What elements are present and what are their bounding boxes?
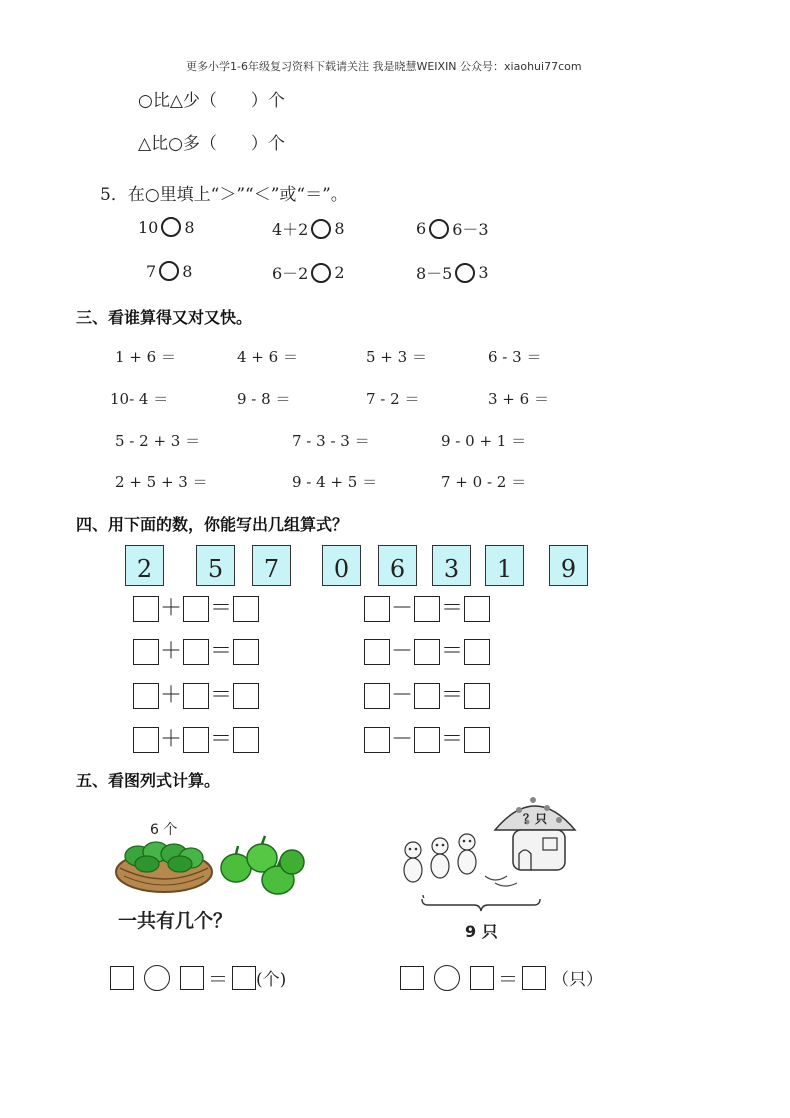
pepper-question: 一共有几个？ xyxy=(118,910,233,932)
addition-equation xyxy=(133,639,259,665)
equals-sign: ＝ xyxy=(498,967,518,991)
compare-right: 8 xyxy=(182,261,193,281)
header-note: 更多小学1-6年级复习资料下载请关注 我是晓慧WEIXIN 公众号：xiaohui77com xyxy=(186,60,582,73)
compare-right: 8 xyxy=(334,219,345,238)
answer-circle[interactable] xyxy=(159,261,179,281)
calc-item: 5 - 2 + 3 ＝ xyxy=(115,432,201,450)
answer-box[interactable] xyxy=(414,596,440,622)
answer-box[interactable] xyxy=(364,596,390,622)
number-card: 0 xyxy=(322,545,361,586)
answer-box[interactable] xyxy=(232,966,256,990)
subtraction-equation xyxy=(364,596,490,622)
compare-item xyxy=(272,217,345,240)
answer-box[interactable] xyxy=(183,596,209,622)
answer-circle[interactable] xyxy=(161,217,181,237)
calc-item: 9 - 4 + 5 ＝ xyxy=(292,473,378,491)
right-answer-equation xyxy=(400,963,603,992)
addition-equation xyxy=(133,683,259,709)
number-card: 1 xyxy=(485,545,524,586)
calc-item: 6 - 3 ＝ xyxy=(488,348,542,366)
plus-sign: ＋ xyxy=(159,683,182,708)
subtraction-equation xyxy=(364,683,490,709)
calc-item: 7 - 3 - 3 ＝ xyxy=(292,432,370,450)
minus-sign: － xyxy=(390,683,413,708)
compare-left: 6 xyxy=(416,219,427,238)
minus-sign: － xyxy=(390,727,413,752)
subtraction-equation xyxy=(364,639,490,665)
pepper-basket-illustration xyxy=(112,832,307,897)
calc-item: 5 + 3 ＝ xyxy=(366,348,427,366)
answer-box[interactable] xyxy=(464,596,490,622)
number-card: 2 xyxy=(125,545,164,586)
answer-box[interactable] xyxy=(233,727,259,753)
answer-circle[interactable] xyxy=(455,263,475,283)
answer-box[interactable] xyxy=(414,639,440,665)
answer-circle[interactable] xyxy=(311,219,331,239)
plus-sign: ＋ xyxy=(159,596,182,621)
compare-right: 2 xyxy=(334,263,345,282)
compare-item xyxy=(272,261,345,284)
equals-sign: ＝ xyxy=(208,967,228,991)
plus-sign: ＋ xyxy=(159,639,182,664)
number-card: 6 xyxy=(378,545,417,586)
section-5-title: 五、看图列式计算。 xyxy=(76,771,221,790)
calc-item: 9 - 0 + 1 ＝ xyxy=(441,432,527,450)
compare-left: 8－5 xyxy=(416,264,453,283)
compare-right: 3 xyxy=(478,263,489,282)
compare-right: 8 xyxy=(184,217,195,237)
compare-left: 10 xyxy=(138,217,159,237)
answer-box[interactable] xyxy=(133,683,159,709)
compare-item xyxy=(146,261,192,281)
minus-sign: － xyxy=(390,596,413,621)
addition-equation xyxy=(133,596,259,622)
plus-sign: ＋ xyxy=(159,727,182,752)
addition-equation xyxy=(133,727,259,753)
mushroom-sign-label: ？只 xyxy=(523,812,548,826)
answer-box[interactable] xyxy=(522,966,546,990)
equals-sign: ＝ xyxy=(209,727,232,752)
calc-item: 2 + 5 + 3 ＝ xyxy=(115,473,208,491)
compare-line-2: △比○多（ ）个 xyxy=(138,134,285,154)
answer-box[interactable] xyxy=(233,639,259,665)
answer-box[interactable] xyxy=(364,639,390,665)
compare-item xyxy=(416,217,489,240)
answer-box[interactable] xyxy=(133,639,159,665)
calc-item: 7 - 2 ＝ xyxy=(366,390,420,408)
compare-left: 7 xyxy=(146,261,157,281)
answer-circle[interactable] xyxy=(311,263,331,283)
equals-sign: ＝ xyxy=(209,639,232,664)
unit-label: (个) xyxy=(256,970,287,990)
compare-item xyxy=(138,217,195,237)
pepper-count-label: 6 个 xyxy=(150,822,178,838)
section-3-title: 三、看谁算得又对又快。 xyxy=(76,308,253,327)
total-brace xyxy=(420,897,542,913)
calc-item: 7 + 0 - 2 ＝ xyxy=(441,473,527,491)
animal-total-label: 9 只 xyxy=(465,922,498,941)
unit-label: （只） xyxy=(552,970,603,990)
answer-box[interactable] xyxy=(464,683,490,709)
equals-sign: ＝ xyxy=(209,596,232,621)
minus-sign: － xyxy=(390,639,413,664)
number-card: 5 xyxy=(196,545,235,586)
calc-item: 9 - 8 ＝ xyxy=(237,390,291,408)
compare-right: 6－3 xyxy=(452,220,489,239)
number-card: 3 xyxy=(432,545,471,586)
calc-item: 10- 4 ＝ xyxy=(110,390,169,408)
equals-sign: ＝ xyxy=(209,683,232,708)
answer-circle[interactable] xyxy=(429,219,449,239)
answer-box[interactable] xyxy=(180,966,204,990)
answer-box[interactable] xyxy=(464,639,490,665)
equals-sign: ＝ xyxy=(440,727,463,752)
answer-box[interactable] xyxy=(414,683,440,709)
compare-left: 6－2 xyxy=(272,264,309,283)
mushroom-house-illustration xyxy=(395,780,580,898)
answer-box[interactable] xyxy=(183,639,209,665)
answer-box[interactable] xyxy=(364,727,390,753)
equals-sign: ＝ xyxy=(440,683,463,708)
answer-box[interactable] xyxy=(233,683,259,709)
answer-box[interactable] xyxy=(414,727,440,753)
answer-box[interactable] xyxy=(364,683,390,709)
compare-left: 4＋2 xyxy=(272,220,309,239)
answer-box[interactable] xyxy=(183,683,209,709)
answer-box[interactable] xyxy=(133,596,159,622)
answer-box[interactable] xyxy=(233,596,259,622)
subtraction-equation xyxy=(364,727,490,753)
compare-line-1: ○比△少（ ）个 xyxy=(138,91,285,111)
number-card: 7 xyxy=(252,545,291,586)
left-answer-equation xyxy=(110,963,286,992)
calc-item: 4 + 6 ＝ xyxy=(237,348,298,366)
answer-box[interactable] xyxy=(470,966,494,990)
operator-circle[interactable] xyxy=(144,965,170,991)
operator-circle[interactable] xyxy=(434,965,460,991)
answer-box[interactable] xyxy=(110,966,134,990)
calc-item: 1 + 6 ＝ xyxy=(115,348,176,366)
equals-sign: ＝ xyxy=(440,596,463,621)
answer-box[interactable] xyxy=(464,727,490,753)
answer-box[interactable] xyxy=(400,966,424,990)
compare-item xyxy=(416,261,489,284)
calc-item: 3 + 6 ＝ xyxy=(488,390,549,408)
number-card: 9 xyxy=(549,545,588,586)
q5-title: 5．在○里填上“＞”“＜”或“＝”。 xyxy=(100,185,348,205)
equals-sign: ＝ xyxy=(440,639,463,664)
answer-box[interactable] xyxy=(133,727,159,753)
section-4-title: 四、用下面的数，你能写出几组算式？ xyxy=(76,515,349,534)
answer-box[interactable] xyxy=(183,727,209,753)
